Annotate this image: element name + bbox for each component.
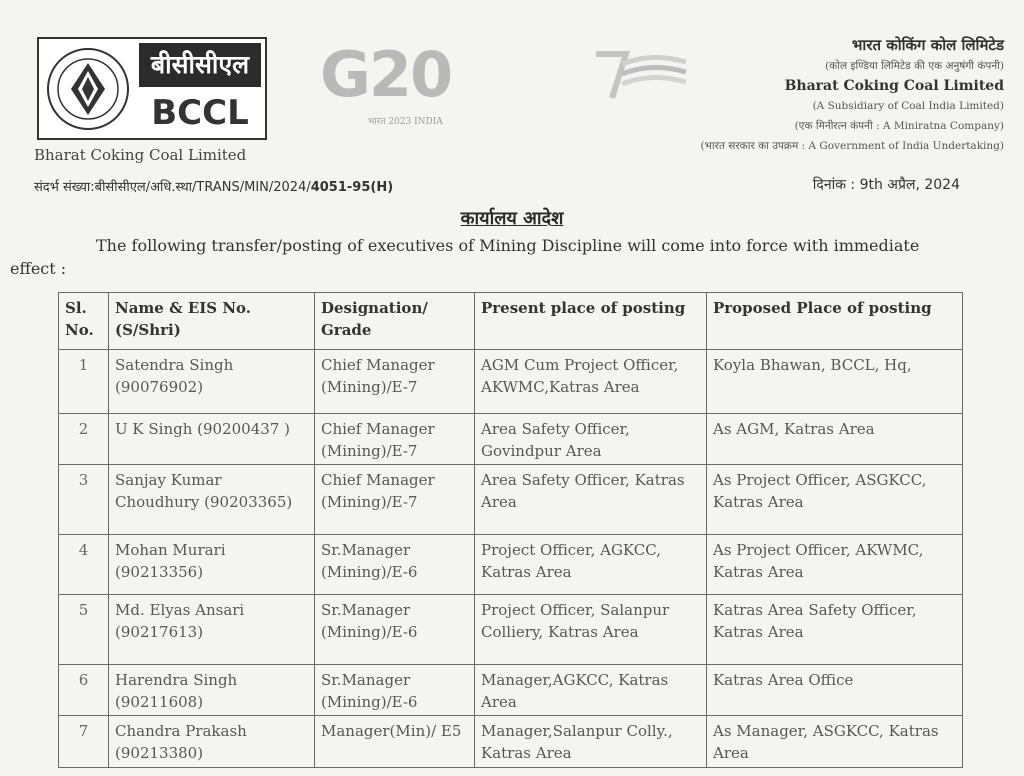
company-address-block	[700, 34, 1004, 156]
cell-name: U K Singh (90200437 )	[109, 414, 315, 465]
cell-designation: Sr.Manager (Mining)/E-6	[315, 535, 475, 595]
cell-proposed: As AGM, Katras Area	[707, 414, 963, 465]
cell-sl: 7	[59, 716, 109, 768]
table-row	[59, 665, 963, 716]
cell-sl: 6	[59, 665, 109, 716]
header-present-posting: Present place of posting	[475, 293, 707, 350]
office-order-title: कार्यालय आदेश	[460, 208, 564, 229]
cell-proposed: Katras Area Safety Officer, Katras Area	[707, 595, 963, 665]
reference-serial: 4051-95(H)	[310, 180, 394, 195]
cell-proposed: As Manager, ASGKCC, Katras Area	[707, 716, 963, 768]
cell-sl: 4	[59, 535, 109, 595]
azadi-ka-amrit-mahotsav-logo-icon	[582, 44, 692, 108]
cell-present: AGM Cum Project Officer, AKWMC,Katras Area	[475, 350, 707, 414]
reference-prefix: संदर्भ संख्या:बीसीसीएल/अधि.स्था/TRANS/MIN/2024/	[34, 180, 311, 195]
cell-proposed: Koyla Bhawan, BCCL, Hq,	[707, 350, 963, 414]
logo-hindi-text: बीसीसीएल	[139, 43, 261, 87]
cell-designation: Chief Manager (Mining)/E-7	[315, 414, 475, 465]
cell-name: Md. Elyas Ansari (90217613)	[109, 595, 315, 665]
cell-name: Mohan Murari (90213356)	[109, 535, 315, 595]
table-row	[59, 535, 963, 595]
table-row	[59, 595, 963, 665]
cell-sl: 3	[59, 465, 109, 535]
table-header-row	[59, 293, 963, 350]
logo-english-text: BCCL	[151, 93, 249, 133]
cell-designation: Sr.Manager (Mining)/E-6	[315, 595, 475, 665]
cell-name: Sanjay Kumar Choudhury (90203365)	[109, 465, 315, 535]
cell-proposed: Katras Area Office	[707, 665, 963, 716]
cell-name: Chandra Prakash (90213380)	[109, 716, 315, 768]
government-line: (भारत सरकार का उपक्रम : A Government of India Undertaking)	[700, 140, 1004, 152]
logo-caption: Bharat Coking Coal Limited	[34, 146, 247, 164]
g20-logo-text: G20	[320, 38, 452, 111]
company-name-english: Bharat Coking Coal Limited	[784, 78, 1004, 94]
cell-designation: Manager(Min)/ E5	[315, 716, 475, 768]
header-designation: Designation/ Grade	[315, 293, 475, 350]
intro-paragraph: The following transfer/posting of executives of Mining Discipline will come into force with immediate effect :	[10, 236, 920, 278]
subsidiary-hindi: (कोल इण्डिया लिमिटेड की एक अनुषंगी कंपनी)	[825, 60, 1004, 72]
coal-india-emblem-icon	[45, 45, 131, 133]
cell-present: Manager,Salanpur Colly., Katras Area	[475, 716, 707, 768]
cell-present: Project Officer, Salanpur Colliery, Katras Area	[475, 595, 707, 665]
cell-present: Area Safety Officer, Govindpur Area	[475, 414, 707, 465]
cell-sl: 1	[59, 350, 109, 414]
cell-name: Harendra Singh (90211608)	[109, 665, 315, 716]
header-proposed-posting: Proposed Place of posting	[707, 293, 963, 350]
cell-designation: Chief Manager (Mining)/E-7	[315, 350, 475, 414]
cell-present: Project Officer, AGKCC, Katras Area	[475, 535, 707, 595]
g20-logo-subtext: भारत 2023 INDIA	[368, 117, 443, 127]
subsidiary-english: (A Subsidiary of Coal India Limited)	[812, 100, 1004, 112]
transfer-posting-table	[58, 292, 963, 768]
cell-designation: Chief Manager (Mining)/E-7	[315, 465, 475, 535]
table-row	[59, 350, 963, 414]
company-name-hindi: भारत कोकिंग कोल लिमिटेड	[851, 36, 1004, 54]
cell-sl: 5	[59, 595, 109, 665]
table-row	[59, 414, 963, 465]
order-date: दिनांक : 9th अप्रैल, 2024	[812, 177, 960, 193]
bccl-logo	[37, 37, 267, 140]
cell-proposed: As Project Officer, AKWMC, Katras Area	[707, 535, 963, 595]
g20-logo	[320, 38, 500, 128]
table-row	[59, 465, 963, 535]
miniratna-line: (एक मिनीरत्न कंपनी : A Miniratna Company)	[794, 120, 1004, 132]
cell-proposed: As Project Officer, ASGKCC, Katras Area	[707, 465, 963, 535]
header-sl-no: Sl. No.	[59, 293, 109, 350]
cell-designation: Sr.Manager (Mining)/E-6	[315, 665, 475, 716]
cell-name: Satendra Singh (90076902)	[109, 350, 315, 414]
header-name: Name & EIS No. (S/Shri)	[109, 293, 315, 350]
table-row	[59, 716, 963, 768]
cell-sl: 2	[59, 414, 109, 465]
cell-present: Manager,AGKCC, Katras Area	[475, 665, 707, 716]
reference-number	[34, 177, 393, 195]
cell-present: Area Safety Officer, Katras Area	[475, 465, 707, 535]
